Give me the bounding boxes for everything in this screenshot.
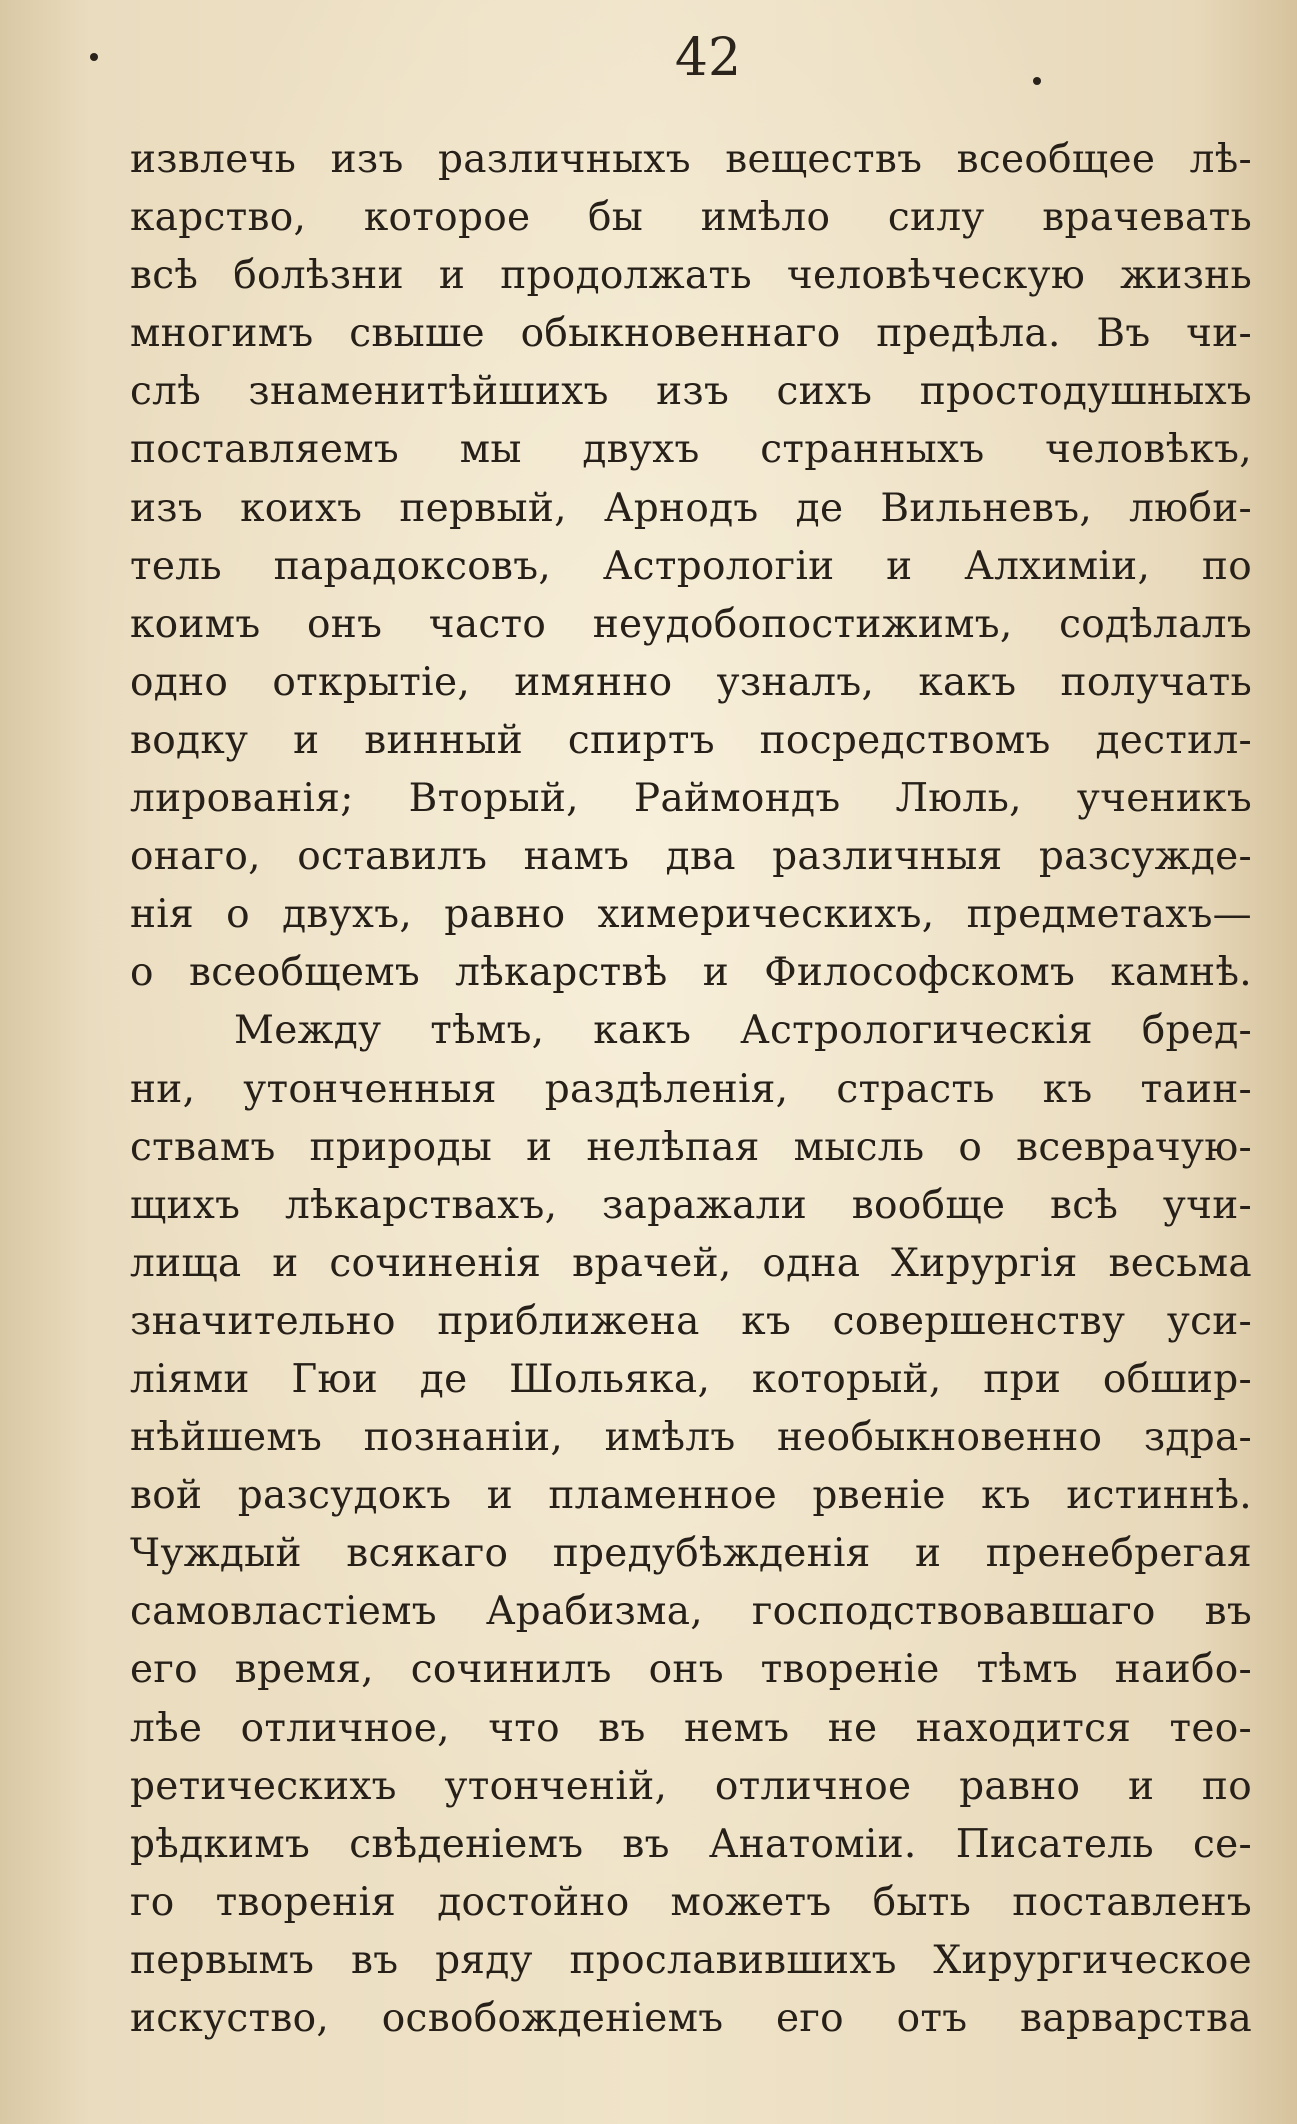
text-line: Чуждый всякаго предубѣжденія и пренебрегая bbox=[130, 1531, 1252, 1577]
text-line: ни, утонченныя раздѣленія, страсть къ таин- bbox=[130, 1066, 1252, 1112]
text-line: ліями Гюи де Шольяка, который, при обшир- bbox=[130, 1356, 1252, 1402]
ink-dot bbox=[90, 53, 98, 61]
text-line: лища и сочиненія врачей, одна Хирургія весьма bbox=[130, 1240, 1252, 1286]
text-line: нія о двухъ, равно химерическихъ, предметахъ— bbox=[130, 892, 1252, 938]
text-line: извлечь изъ различныхъ веществъ всеобщее лѣ- bbox=[130, 137, 1252, 182]
text-line: первымъ въ ряду прославившихъ Хирургическое bbox=[130, 1937, 1252, 1983]
text-line: коимъ онъ часто неудобопостижимъ, содѣлалъ bbox=[130, 601, 1252, 647]
text-line: одно открытіе, имянно узналъ, какъ получать bbox=[130, 659, 1252, 705]
text-line: изъ коихъ первый, Арнодъ де Вильневъ, люби- bbox=[130, 485, 1252, 531]
text-line: поставляемъ мы двухъ странныхъ человѣкъ, bbox=[130, 427, 1252, 473]
body-text bbox=[130, 131, 1252, 2048]
text-line: его время, сочинилъ онъ твореніе тѣмъ наибо- bbox=[130, 1647, 1252, 1693]
paragraph-start-line: Между тѣмъ, какъ Астрологическія бред- bbox=[234, 1008, 1252, 1054]
text-line: карство, которое бы имѣло силу врачевать bbox=[130, 195, 1252, 241]
text-line: тель парадоксовъ, Астрологіи и Алхиміи, по bbox=[130, 543, 1252, 589]
text-line: о всеобщемъ лѣкарствѣ и Философскомъ камнѣ. bbox=[130, 950, 1252, 996]
text-line: щихъ лѣкарствахъ, заражали вообще всѣ учи- bbox=[130, 1182, 1252, 1228]
text-line: нѣйшемъ познаніи, имѣлъ необыкновенно здра- bbox=[130, 1415, 1252, 1461]
text-line: онаго, оставилъ намъ два различныя разсужде- bbox=[130, 834, 1252, 880]
page-number: 42 bbox=[674, 28, 742, 88]
text-line: водку и винный спиртъ посредствомъ дестил- bbox=[130, 717, 1252, 763]
text-line: ствамъ природы и нелѣпая мысль о всеврачую- bbox=[130, 1124, 1252, 1170]
text-line: слѣ знаменитѣйшихъ изъ сихъ простодушныхъ bbox=[130, 369, 1252, 415]
text-line: всѣ болѣзни и продолжать человѣческую жизнь bbox=[130, 253, 1252, 299]
text-line: вой разсудокъ и пламенное рвеніе къ истиннѣ. bbox=[130, 1473, 1252, 1519]
text-line: го творенія достойно можетъ быть поставленъ bbox=[130, 1879, 1252, 1925]
text-line: рѣдкимъ свѣденіемъ въ Анатоміи. Писатель се- bbox=[130, 1821, 1252, 1867]
text-line: ретическихъ утонченій, отличное равно и по bbox=[130, 1763, 1252, 1809]
text-line: лированія; Вторый, Раймондъ Люль, ученикъ bbox=[130, 776, 1252, 822]
text-line: многимъ свыше обыкновеннаго предѣла. Въ чи- bbox=[130, 311, 1252, 357]
ink-dot bbox=[1033, 77, 1041, 85]
text-line: самовластіемъ Арабизма, господствовавшаго въ bbox=[130, 1589, 1252, 1635]
text-line: значительно приближена къ совершенству уси- bbox=[130, 1298, 1252, 1344]
text-line: искуство, освобожденіемъ его отъ варварства bbox=[130, 1996, 1252, 2041]
text-line: лѣе отличное, что въ немъ не находится тео- bbox=[130, 1705, 1252, 1751]
